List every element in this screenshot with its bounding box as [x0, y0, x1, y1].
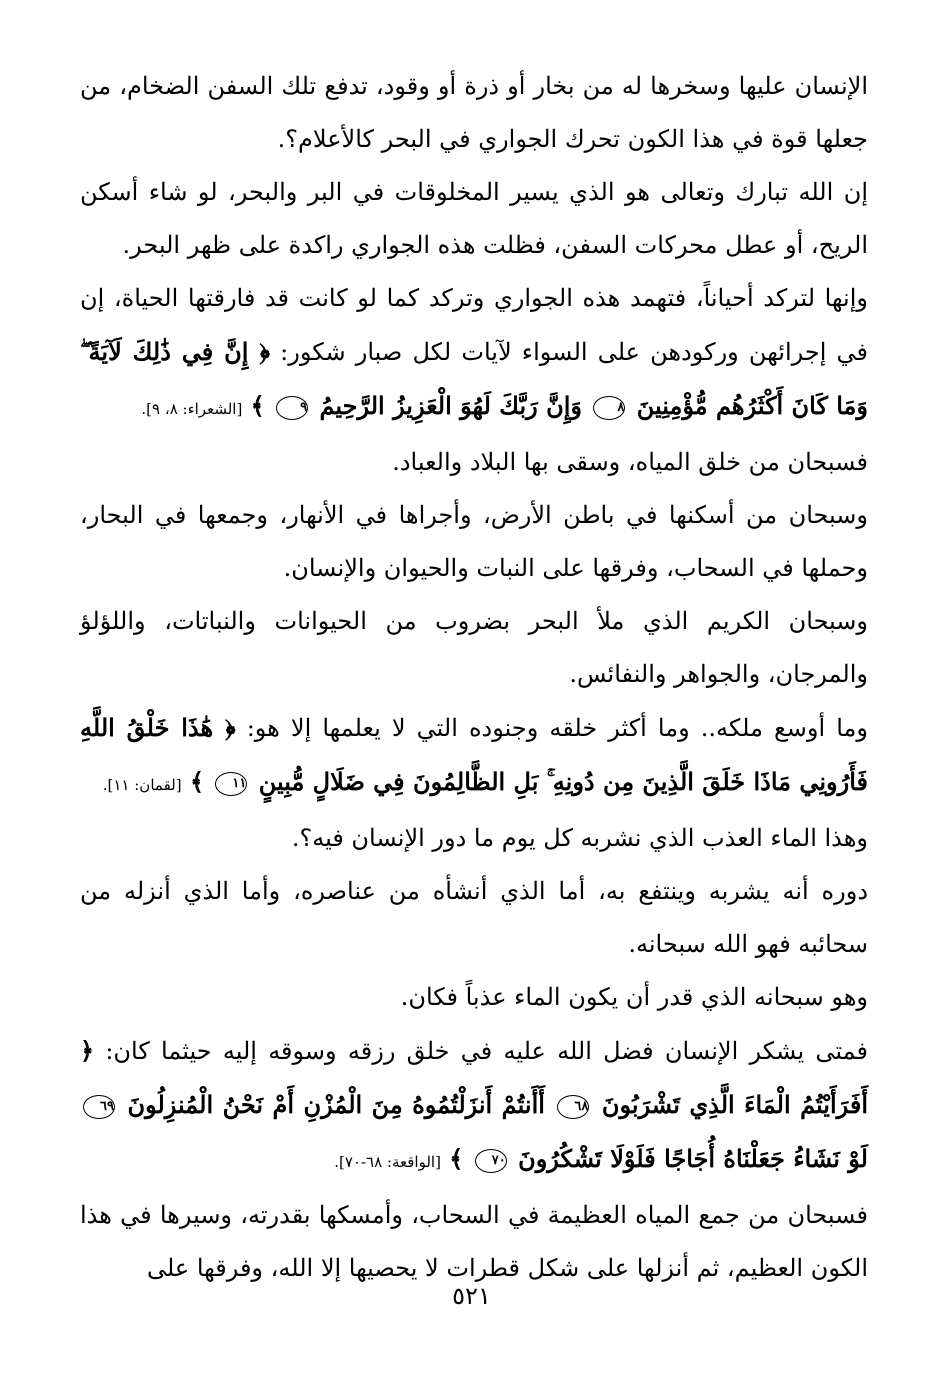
paragraph-10: وهو سبحانه الذي قدر أن يكون الماء عذباً فكان.	[400, 983, 868, 1011]
ayah-number-badge: ١١	[215, 772, 247, 796]
paragraph-5: وسبحان من أسكنها في باطن الأرض، وأجراها في الأنهار، وجمعها في البحار، وحملها في السحاب، وفرقها على النبات والحيوان والإنسان.	[80, 501, 868, 582]
verse-text: هَٰذَا خَلْقُ اللَّهِ فَأَرُونِي مَاذَا خَلَقَ الَّذِينَ مِن دُونِهِ ۚ بَلِ الظَّالِمُونَ فِي ضَلَالٍ مُّبِينٍ	[80, 713, 868, 796]
page-body	[80, 60, 868, 1295]
paragraph-7-text: وما أوسع ملكه.. وما أكثر خلقه وجنوده التي لا يعلمها إلا هو:	[246, 714, 868, 742]
paragraph-11-text: فمتى يشكر الإنسان فضل الله عليه في خلق رزقه وسوقه إليه حيثما كان:	[105, 1037, 869, 1065]
paragraph-12: فسبحان من جمع المياه العظيمة في السحاب، وأمسكها بقدرته، وسيرها في هذا الكون العظيم، ثم أنزلها على شكل قطرات لا يحصيها إلا الله، وفرقها على	[80, 1201, 868, 1282]
verse-close-bracket: ﴾	[250, 391, 265, 420]
verse-open-bracket: ﴿	[259, 337, 270, 366]
paragraph-4: فسبحان من خلق المياه، وسقى بها البلاد والعباد.	[392, 448, 868, 476]
verse-reference: [لقمان: ١١].	[102, 776, 182, 794]
paragraph-11	[80, 1024, 868, 1189]
ayah-number-badge: ٩	[276, 396, 308, 420]
paragraph-2: إن الله تبارك وتعالى هو الذي يسير المخلوقات في البر والبحر، لو شاء أسكن الريح، أو عطل محركات السفن، فظلت هذه الجواري راكدة على ظهر البحر.	[80, 178, 868, 259]
paragraph-7	[80, 701, 868, 812]
paragraph-6: وسبحان الكريم الذي ملأ البحر بضروب من الحيوانات والنباتات، واللؤلؤ والمرجان، والجواهر والنفائس.	[80, 607, 869, 688]
ayah-number-badge: ٨	[593, 396, 625, 420]
verse-open-bracket: ﴿	[80, 1036, 95, 1065]
verse-reference: [الشعراء: ٨، ٩].	[141, 400, 243, 418]
verse-close-bracket: ﴾	[449, 1144, 464, 1173]
ayah-number-badge: ٧٠	[475, 1149, 507, 1173]
paragraph-1: الإنسان عليها وسخرها له من بخار أو ذرة أو وقود، تدفع تلك السفن الضخام، من جعلها قوة في هذا الكون تحرك الجواري في البحر كالأعلام؟.	[80, 72, 868, 153]
paragraph-8: وهذا الماء العذب الذي نشربه كل يوم ما دور الإنسان فيه؟.	[291, 824, 868, 852]
paragraph-3	[80, 272, 868, 436]
page-number: ٥٢١	[452, 1282, 491, 1310]
paragraph-9: دوره أنه يشربه وينتفع به، أما الذي أنشأه من عناصره، وأما الذي أنزله من سحائبه فهو الله سبحانه.	[80, 877, 869, 958]
verse-open-bracket: ﴿	[224, 713, 236, 742]
verse-text: أَفَرَأَيْتُمُ الْمَاءَ الَّذِي تَشْرَبُونَ	[601, 1090, 869, 1119]
ayah-number-badge: ٦٨	[557, 1095, 589, 1119]
verse-text: إِنَّ فِي ذَٰلِكَ لَآيَةً ۖ وَمَا كَانَ أَكْثَرُهُم مُّؤْمِنِينَ	[80, 337, 868, 420]
verse-text: أَأَنتُمْ أَنزَلْتُمُوهُ مِنَ الْمُزْنِ أَمْ نَحْنُ الْمُنزِلُونَ	[127, 1090, 545, 1119]
paragraph-3-text: وإنها لتركد أحياناً، فتهمد هذه الجواري وتركد كما لو كانت قد فارقتها الحياة، إن في إجرائهن وركودهن على السواء لآيات لكل صبار شكور:	[80, 284, 869, 366]
verse-close-bracket: ﴾	[189, 767, 204, 796]
verse-text: وَإِنَّ رَبَّكَ لَهُوَ الْعَزِيزُ الرَّحِيمُ	[319, 391, 583, 420]
verse-reference: [الواقعة: ٦٨-٧٠].	[334, 1153, 441, 1171]
ayah-number-badge: ٦٩	[83, 1095, 115, 1119]
verse-text: لَوْ نَشَاءُ جَعَلْنَاهُ أُجَاجًا فَلَوْلَا تَشْكُرُونَ	[518, 1144, 868, 1173]
